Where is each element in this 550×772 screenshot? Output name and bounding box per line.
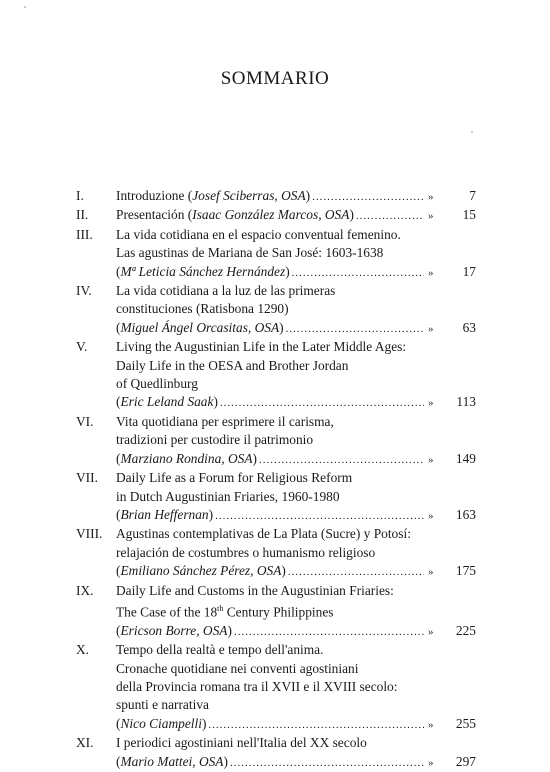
toc-entry-title-line: della Provincia romana tra il XVII e il XVIII secolo: [116,679,398,695]
toc-entry [76,582,476,642]
toc-entry-numeral: X. [76,642,90,658]
toc-entry [76,641,476,734]
toc-entry-numeral: VII. [76,470,98,486]
toc-entry [76,226,476,282]
toc-entry-author: Emiliano Sánchez Pérez, OSA [120,563,282,579]
ditto-mark: » [428,509,434,522]
toc-entry-lead: ( [116,715,121,731]
page-title: SOMMARIO [220,68,330,89]
ditto-mark: » [428,322,434,335]
toc-entry-page-number: 175 [455,563,476,579]
toc-entry-page-number: 17 [462,263,476,279]
toc-entry-lead: Introduzione ( [116,188,193,203]
toc-entry-tail: ) [213,394,218,410]
toc-entry-lead: ( [116,394,121,410]
toc-entry-tail: ) [285,263,290,279]
toc-entry-tail: ) [201,715,207,731]
dot-leader [234,623,424,641]
toc-entry-tail: ) [252,450,257,466]
toc-entry [76,206,476,225]
toc-entry-lead: ( [116,753,121,769]
page-mark [24,6,26,8]
toc-entry [76,525,476,581]
toc-entry-tail: ) [305,188,311,203]
toc-entry-lead: ( [116,450,121,466]
toc-entry-title-line: tradizioni per custodire il patrimonio [116,432,314,448]
toc-entry [76,413,476,469]
toc-entry-author: Mª Leticia Sánchez Hernández [120,263,286,279]
toc-entry [76,282,476,338]
toc-entry-page-number: 255 [455,715,476,731]
ditto-mark: » [428,756,434,769]
toc-entry-page-number: 297 [455,753,476,769]
toc-entry-title-line: Living the Augustinian Life in the Later Middle Ages: [116,339,407,355]
dot-leader [292,264,424,282]
dot-leader [215,507,424,525]
toc-entry-title-line: I periodici agostiniani nell'Italia del XX secolo [116,735,367,751]
toc-entry-author: Isaac González Marcos, OSA [192,207,350,223]
dot-leader [312,188,424,206]
toc-entry-lead: ( [116,263,121,279]
toc-entry-numeral: V. [76,339,88,355]
ditto-mark: » [428,266,434,279]
toc-entry-title-line: Vita quotidiana per esprimere il carisma, [116,413,334,429]
ditto-mark: » [428,625,434,638]
toc-entry-tail: ) [349,207,354,223]
toc-entry-title-line: La vida cotidiana en el espacio conventual femenino. [116,226,401,242]
toc-entry-numeral: I. [76,188,84,203]
toc-entry-numeral: III. [76,226,93,242]
page-mark [471,131,473,133]
toc-entry-author: Eric Leland Saak [120,394,214,410]
dot-leader [288,563,424,581]
toc-entry-numeral: VI. [76,413,94,429]
dot-leader [356,207,424,225]
toc-entry-tail: ) [279,319,284,335]
toc-entry-numeral: II. [76,207,89,223]
toc-entry-title-line: of Quedlinburg [116,376,198,392]
toc-entry-author: Ericson Borre, OSA [120,622,228,638]
toc-entry-title-line: Daily Life in the OESA and Brother Jordan [116,357,349,373]
toc-entry-tail: ) [223,753,228,769]
toc-entry [76,338,476,413]
toc-entry-title-line: La vida cotidiana a la luz de las primeras [116,283,336,299]
toc-entry-numeral: IX. [76,582,94,598]
ditto-mark: » [428,397,434,410]
toc-entry-title-line: Tempo della realtà e tempo dell'anima. [116,642,324,658]
toc-entry-numeral: VIII. [76,526,103,542]
dot-leader [230,754,424,772]
toc-entry-title-line: The Case of the 18th Century Philippines [116,603,334,620]
toc-entry-tail: ) [208,506,214,522]
dot-leader [220,394,424,412]
toc-entry-title-line: Agustinas contemplativas de La Plata (Sucre) y Potosí: [116,526,411,542]
toc-entry-page-number: 113 [456,394,476,410]
ditto-mark: » [428,718,434,731]
toc-entry-title-line: Daily Life as a Forum for Religious Reform [116,470,353,486]
toc-entry-page-number: 163 [455,506,476,522]
toc-entry-title-line: Daily Life and Customs in the Augustinian Friaries: [116,582,394,598]
toc-entry-title-line: constituciones (Ratisbona 1290) [116,301,289,317]
toc-entry-author: Nico Ciampelli [120,715,202,731]
toc-entry-author: Josef Sciberras, OSA [192,188,306,203]
toc-entry-author: Brian Heffernan [120,506,209,522]
toc-entry-lead: ( [116,622,121,638]
toc-entry-author: Marziano Rondina, OSA [120,450,253,466]
toc-entry-page-number: 63 [462,319,476,335]
toc-entry-title-line: in Dutch Augustinian Friaries, 1960-1980 [116,488,340,504]
toc-entry [76,469,476,525]
ditto-mark: » [428,191,434,203]
toc-entry-title-line: Cronache quotidiane nei conventi agostiniani [116,660,359,676]
ditto-mark: » [428,453,434,466]
dot-leader [259,451,424,469]
table-of-contents [76,187,476,772]
ditto-mark: » [428,210,434,223]
toc-entry-author: Miguel Ángel Orcasitas, OSA [120,319,280,335]
toc-entry-page-number: 7 [469,188,476,203]
toc-entry-page-number: 15 [462,207,476,223]
toc-entry-lead: Presentación ( [116,207,193,223]
toc-entry-lead: ( [116,319,121,335]
toc-entry-title-line: relajación de costumbres o humanismo religioso [116,544,376,560]
toc-entry-page-number: 149 [455,450,476,466]
toc-entry [76,187,476,206]
toc-entry-tail: ) [227,622,232,638]
dot-leader [208,716,424,734]
toc-entry [76,734,476,772]
toc-entry-title-line: spunti e narrativa [116,697,209,713]
toc-entry-numeral: XI. [76,735,94,751]
toc-entry-lead: ( [116,506,121,522]
toc-entry-page-number: 225 [455,622,476,638]
toc-entry-title-line: Las agustinas de Mariana de San José: 1603-1638 [116,245,384,261]
toc-entry-numeral: IV. [76,283,92,299]
ditto-mark: » [428,566,434,579]
toc-entry-author: Mario Mattei, OSA [120,753,224,769]
toc-entry-tail: ) [281,563,286,579]
dot-leader [286,320,424,338]
toc-entry-lead: ( [116,563,121,579]
